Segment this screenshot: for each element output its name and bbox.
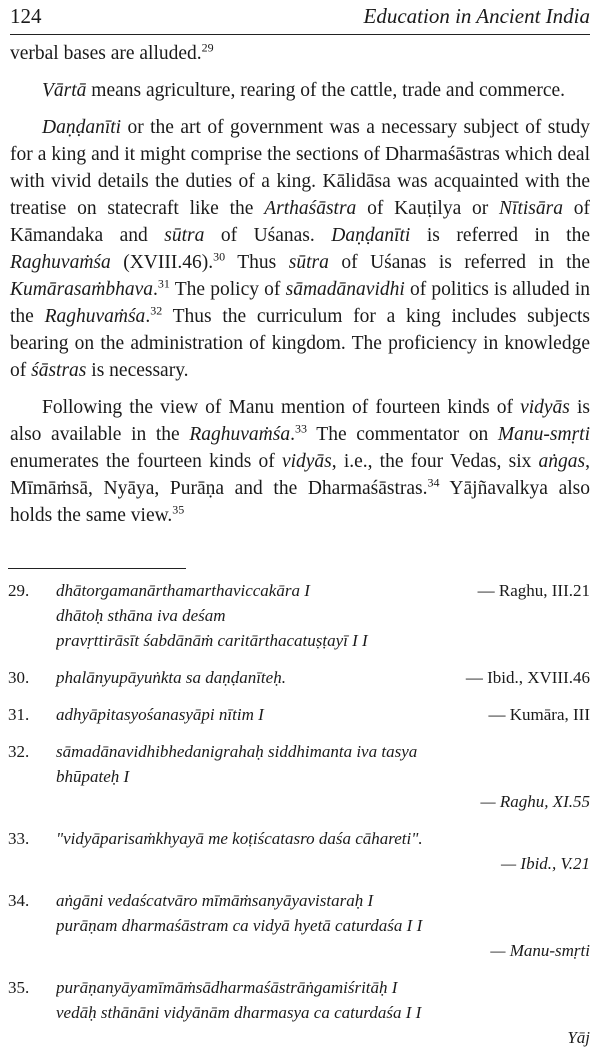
text-run: means agriculture, rearing of the cattle, trade and commerce. xyxy=(86,80,566,101)
italic-term: Raghuvaṁśa xyxy=(189,424,291,445)
page-number: 124 xyxy=(10,4,42,28)
footnote-verse-line: "vidyāparisaṁkhyayā me koṭiścatasro daśa cāhareti". xyxy=(56,829,423,848)
footnote-divider xyxy=(8,568,186,569)
paragraph xyxy=(10,394,590,529)
text-run: . xyxy=(145,306,151,327)
running-title: Education in Ancient India xyxy=(363,4,590,28)
italic-term: sūtra xyxy=(288,252,329,273)
footnote-body xyxy=(56,888,590,963)
footnote-source: — Manu-smṛti xyxy=(490,941,590,960)
text-run: . xyxy=(290,424,295,445)
footnote-source: — Raghu, III.21 xyxy=(477,581,590,600)
footnote-source: — Ibid., V.21 xyxy=(501,854,590,873)
footnote-ref: 35 xyxy=(172,502,185,517)
italic-term: Raghuvaṁśa xyxy=(10,252,111,273)
footnote-number: 33. xyxy=(8,829,30,848)
footnote-source: — Raghu, XI.55 xyxy=(480,792,590,811)
text-run: of politics is alluded in the xyxy=(10,279,590,327)
footnote-ref: 31 xyxy=(157,276,170,291)
footnote-verse-line: sāmadānavidhibhedanigrahaḥ siddhimanta iva tasya xyxy=(56,742,418,761)
text-run: The commentator on xyxy=(306,424,498,445)
text-run: of Kāmandaka and xyxy=(10,198,590,246)
italic-term: Daṇḍanīti xyxy=(331,225,411,246)
body-text xyxy=(10,40,590,539)
text-run: (XVIII.46). xyxy=(110,252,214,273)
footnote-source: Yāj xyxy=(567,1028,590,1047)
footnote-ref: 29 xyxy=(201,40,214,55)
footnote-body xyxy=(56,826,590,876)
footnote-ref: 33 xyxy=(294,421,307,436)
italic-term: Nītisāra xyxy=(499,198,563,219)
page-header xyxy=(10,4,590,35)
footnote-verse-line: dhātoḥ sthāna iva deśam xyxy=(56,606,226,625)
italic-term: vidyās xyxy=(281,451,332,472)
footnote-verse-line: phalānyupāyuṅkta sa daṇḍanīteḥ. xyxy=(56,668,286,687)
text-run: . xyxy=(153,279,158,300)
text-run: of Kauṭilya or xyxy=(356,198,500,219)
italic-term: Vārtā xyxy=(42,80,87,101)
footnote-number: 30. xyxy=(8,668,30,687)
paragraph xyxy=(10,40,590,67)
text-run: , i.e., the four Vedas, six xyxy=(331,451,539,472)
footnote-body xyxy=(56,975,590,1050)
text-run: is necessary. xyxy=(86,360,189,381)
footnote-number: 29. xyxy=(8,581,30,600)
italic-term: Kumārasaṁbhava xyxy=(10,279,154,300)
italic-term: Manu-smṛti xyxy=(497,424,590,445)
footnote-verse-line: vedāḥ sthānāni vidyānām dharmasya ca caturdaśa I I xyxy=(56,1003,422,1022)
italic-term: sūtra xyxy=(164,225,205,246)
paragraph xyxy=(10,77,590,104)
footnote-body xyxy=(56,702,590,727)
footnote xyxy=(8,826,590,876)
text-run: enumerates the fourteen kinds of xyxy=(10,451,282,472)
footnote-body xyxy=(56,665,590,690)
text-run: is also available in the xyxy=(10,397,590,445)
paragraph xyxy=(10,114,590,384)
footnote-body xyxy=(56,578,590,653)
italic-term: Daṇḍanīti xyxy=(42,117,122,138)
text-run: Thus xyxy=(225,252,289,273)
footnote-verse-line: bhūpateḥ I xyxy=(56,767,130,786)
italic-term: sāmadānavidhi xyxy=(285,279,405,300)
footnote-verse-line: aṅgāni vedaścatvāro mīmāṁsanyāyavistaraḥ I xyxy=(56,891,374,910)
footnote-verse-line: purāṇam dharmaśāstram ca vidyā hyetā caturdaśa I I xyxy=(56,916,423,935)
footnote-verse-line: pravṛttirāsīt śabdānāṁ caritārthacatuṣṭayī I I xyxy=(56,631,368,650)
footnote-ref: 34 xyxy=(427,475,440,490)
text-run: verbal bases are alluded. xyxy=(10,43,202,64)
footnote xyxy=(8,888,590,963)
footnote-body xyxy=(56,739,590,814)
footnotes xyxy=(8,578,590,1062)
text-run: or the art of government was a necessary subject of study for a king and it might comprise the sections of Dharmaśāstras which deal with vivid details the duties of a king. Kālidāsa was acquainted with the treatise on statecraft like the xyxy=(10,117,590,219)
italic-term: Raghuvaṁśa xyxy=(44,306,146,327)
text-run: Yājñavalkya also holds the same view. xyxy=(10,478,590,526)
footnote xyxy=(8,702,590,727)
footnote-verse-line: purāṇanyāyamīmāṁsādharmaśāstrāṅgamiśritāḥ I xyxy=(56,978,398,997)
footnote xyxy=(8,665,590,690)
text-run: Thus the curriculum for a king includes subjects bearing on the administration of kingdom. The proficiency in knowledge of xyxy=(10,306,590,381)
text-run: is referred in the xyxy=(410,225,590,246)
italic-term: Arthaśāstra xyxy=(264,198,357,219)
footnote-verse-line: adhyāpitasyośanasyāpi nītim I xyxy=(56,705,264,724)
footnote-source: — Kumāra, III xyxy=(488,705,590,724)
footnote-verse-line: dhātorgamanārthamarthaviccakāra I xyxy=(56,581,310,600)
footnote xyxy=(8,739,590,814)
text-run: , Mīmāṁsā, Nyāya, Purāṇa and the Dharmaśāstras. xyxy=(10,451,590,499)
footnote-number: 35. xyxy=(8,978,30,997)
footnote xyxy=(8,975,590,1050)
footnote xyxy=(8,578,590,653)
footnote-source: — Ibid., XVIII.46 xyxy=(465,668,590,687)
footnote-number: 31. xyxy=(8,705,30,724)
text-run: Following the view of Manu mention of fourteen kinds of xyxy=(42,397,521,418)
text-run: The policy of xyxy=(169,279,286,300)
italic-term: śāstras xyxy=(31,360,87,381)
text-run: of Uśanas is referred in the xyxy=(328,252,591,273)
footnote-number: 34. xyxy=(8,891,30,910)
text-run: of Uśanas. xyxy=(204,225,332,246)
footnote-ref: 30 xyxy=(213,249,226,264)
italic-term: vidyās xyxy=(520,397,570,418)
footnote-number: 32. xyxy=(8,742,30,761)
italic-term: aṅgas xyxy=(538,451,586,472)
footnote-ref: 32 xyxy=(150,303,163,318)
